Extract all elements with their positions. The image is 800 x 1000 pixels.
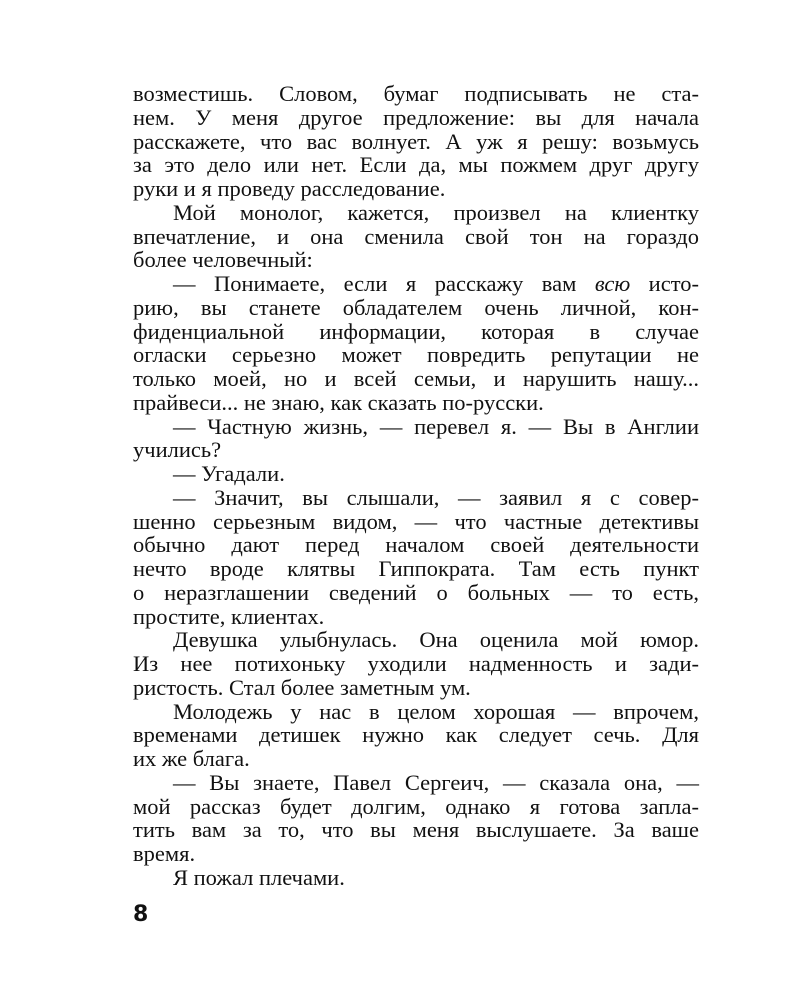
text-line: Из нее потихоньку уходили надменность и зади- bbox=[133, 651, 699, 676]
text-line: временами детишек нужно как следует сечь. Для bbox=[133, 722, 699, 748]
text-line: огласки серьезно может повредить репутации не bbox=[133, 342, 699, 368]
text-line: о неразглашении сведений о больных — то есть, bbox=[133, 579, 699, 605]
text-line: простите, клиентах. bbox=[133, 603, 325, 629]
text-line: фиденциальной информации, которая в случае bbox=[133, 318, 699, 344]
text-line: учились? bbox=[133, 437, 222, 463]
text-segment: — Понимаете, если я расскажу вам bbox=[173, 271, 595, 296]
text-line: — Значит, вы слышали, — заявил я с совер- bbox=[173, 484, 699, 510]
text-line: тить вам за то, что вы меня выслушаете. За ваше bbox=[133, 817, 699, 843]
text-line: прайвеси... не знаю, как сказать по-русски. bbox=[133, 389, 544, 415]
text-line: время. bbox=[133, 841, 196, 866]
text-segment: исто- bbox=[630, 271, 699, 296]
text-line-with-emphasis bbox=[133, 272, 699, 296]
text-line: — Вы знаете, Павел Сергеич, — сказала она, — bbox=[173, 769, 699, 795]
text-line: Я пожал плечами. bbox=[173, 864, 345, 890]
text-line: — Частную жизнь, — перевел я. — Вы в Англии bbox=[173, 413, 699, 439]
text-line: мой рассказ будет долгим, однако я готова запла- bbox=[133, 793, 699, 819]
text-line: Молодежь у нас в целом хорошая — впрочем, bbox=[173, 698, 699, 724]
emphasized-word: всю bbox=[594, 271, 631, 296]
text-line: руки и я проведу расследование. bbox=[133, 176, 446, 201]
text-line: за это дело или нет. Если да, мы пожмем друг другу bbox=[133, 152, 699, 178]
text-line: впечатление, и она сменила свой тон на гораздо bbox=[133, 223, 699, 249]
text-line: более человечный: bbox=[133, 247, 313, 273]
text-line: Девушка улыбнулась. Она оценила мой юмор. bbox=[173, 627, 699, 653]
text-line: только моей, но и всей семьи, и нарушить нашу... bbox=[133, 366, 699, 391]
text-line: ристость. Стал более заметным ум. bbox=[133, 674, 471, 700]
text-line: расскажете, что вас волнует. А уж я решу: возьмусь bbox=[133, 128, 699, 154]
text-line: возместишь. Словом, бумаг подписывать не ста- bbox=[133, 81, 699, 106]
text-line: — Угадали. bbox=[173, 461, 285, 486]
text-line: шенно серьезным видом, — что частные детективы bbox=[133, 508, 699, 534]
body-text bbox=[133, 82, 699, 890]
page-number: 8 bbox=[133, 902, 149, 927]
text-line: их же блага. bbox=[133, 746, 250, 771]
text-line: Мой монолог, кажется, произвел на клиентку bbox=[173, 199, 699, 225]
text-line: рию, вы станете обладателем очень личной, кон- bbox=[133, 294, 699, 320]
text-line: нечто вроде клятвы Гиппократа. Там есть пункт bbox=[133, 556, 699, 581]
text-line: обычно дают перед началом своей деятельности bbox=[133, 532, 699, 558]
text-line: нем. У меня другое предложение: вы для начала bbox=[133, 104, 699, 130]
